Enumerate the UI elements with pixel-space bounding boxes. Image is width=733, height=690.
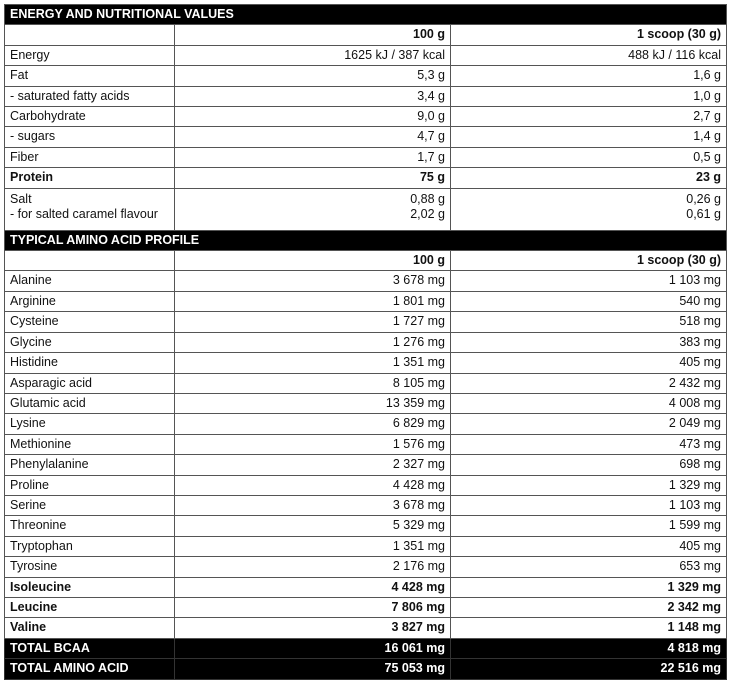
- amino-acid-per-scoop: 698 mg: [451, 455, 727, 475]
- amino-acid-per-scoop: 1 103 mg: [451, 495, 727, 515]
- amino-acid-per-scoop: 473 mg: [451, 434, 727, 454]
- nutrient-per-scoop: 1,4 g: [451, 127, 727, 147]
- amino-acid-row: [5, 455, 727, 475]
- amino-acid-per-scoop: 653 mg: [451, 557, 727, 577]
- amino-section-header: [5, 230, 727, 250]
- amino-acid-per-100g: 3 678 mg: [175, 495, 451, 515]
- total-row: [5, 659, 727, 679]
- amino-column-headers: [5, 251, 727, 271]
- amino-acid-per-scoop: 405 mg: [451, 536, 727, 556]
- nutrient-label: Protein: [5, 168, 175, 188]
- amino-acid-per-scoop: 540 mg: [451, 291, 727, 311]
- amino-acid-row: [5, 271, 727, 291]
- nutrient-per-100g: 1625 kJ / 387 kcal: [175, 45, 451, 65]
- nutrient-per-100g: 4,7 g: [175, 127, 451, 147]
- nutrient-row: [5, 107, 727, 127]
- amino-acid-row: [5, 577, 727, 597]
- amino-acid-per-100g: 5 329 mg: [175, 516, 451, 536]
- amino-acid-label: Alanine: [5, 271, 175, 291]
- amino-acid-per-100g: 1 576 mg: [175, 434, 451, 454]
- amino-acid-per-100g: 13 359 mg: [175, 393, 451, 413]
- nutrient-row: [5, 168, 727, 188]
- energy-column-headers: [5, 25, 727, 45]
- salt-per-100g: [175, 188, 451, 230]
- amino-acid-label: Threonine: [5, 516, 175, 536]
- amino-acid-per-scoop: 1 599 mg: [451, 516, 727, 536]
- nutrient-per-100g: 3,4 g: [175, 86, 451, 106]
- amino-acid-per-100g: 4 428 mg: [175, 577, 451, 597]
- amino-acid-per-100g: 1 276 mg: [175, 332, 451, 352]
- amino-acid-label: Cysteine: [5, 312, 175, 332]
- total-per-100g: 75 053 mg: [175, 659, 451, 679]
- nutrition-facts: [4, 4, 726, 680]
- nutrition-table: [4, 4, 727, 680]
- salt-per-100g-line-1: 0,88 g: [410, 191, 445, 206]
- amino-acid-per-100g: 8 105 mg: [175, 373, 451, 393]
- amino-acid-label: Proline: [5, 475, 175, 495]
- total-per-100g: 16 061 mg: [175, 638, 451, 658]
- nutrient-row: [5, 127, 727, 147]
- amino-acid-per-100g: 2 176 mg: [175, 557, 451, 577]
- amino-acid-row: [5, 516, 727, 536]
- amino-acid-label: Histidine: [5, 353, 175, 373]
- amino-acid-per-scoop: 383 mg: [451, 332, 727, 352]
- amino-acid-per-100g: 2 327 mg: [175, 455, 451, 475]
- amino-acid-label: Glycine: [5, 332, 175, 352]
- amino-acid-per-100g: 4 428 mg: [175, 475, 451, 495]
- nutrient-per-100g: 75 g: [175, 168, 451, 188]
- salt-per-scoop: [451, 188, 727, 230]
- amino-acid-per-scoop: 1 148 mg: [451, 618, 727, 638]
- nutrient-per-scoop: 1,6 g: [451, 66, 727, 86]
- amino-acid-per-scoop: 2 432 mg: [451, 373, 727, 393]
- salt-label-line-2: - for salted caramel flavour: [10, 206, 158, 221]
- amino-acid-row: [5, 557, 727, 577]
- amino-acid-row: [5, 597, 727, 617]
- amino-acid-per-scoop: 2 342 mg: [451, 597, 727, 617]
- nutrient-row: [5, 45, 727, 65]
- nutrient-per-scoop: 23 g: [451, 168, 727, 188]
- amino-acid-label: Phenylalanine: [5, 455, 175, 475]
- amino-acid-row: [5, 393, 727, 413]
- nutrient-per-scoop: 2,7 g: [451, 107, 727, 127]
- amino-acid-per-scoop: 4 008 mg: [451, 393, 727, 413]
- amino-acid-row: [5, 332, 727, 352]
- nutrient-per-scoop: 0,5 g: [451, 147, 727, 167]
- energy-header-100g: 100 g: [175, 25, 451, 45]
- amino-section-title: TYPICAL AMINO ACID PROFILE: [5, 230, 727, 250]
- amino-acid-per-100g: 7 806 mg: [175, 597, 451, 617]
- nutrient-label: Energy: [5, 45, 175, 65]
- salt-label: [5, 188, 175, 230]
- amino-acid-row: [5, 618, 727, 638]
- salt-per-scoop-line-2: 0,61 g: [686, 206, 722, 221]
- amino-acid-row: [5, 475, 727, 495]
- amino-acid-label: Tryptophan: [5, 536, 175, 556]
- nutrient-label: Fiber: [5, 147, 175, 167]
- amino-acid-per-100g: 1 351 mg: [175, 353, 451, 373]
- amino-acid-label: Asparagic acid: [5, 373, 175, 393]
- nutrition-table-body: [5, 5, 727, 680]
- total-label: TOTAL BCAA: [5, 638, 175, 658]
- amino-acid-per-scoop: 1 329 mg: [451, 577, 727, 597]
- nutrient-row: [5, 147, 727, 167]
- nutrient-row: [5, 66, 727, 86]
- amino-acid-label: Methionine: [5, 434, 175, 454]
- amino-acid-row: [5, 434, 727, 454]
- total-row: [5, 638, 727, 658]
- energy-header-scoop: 1 scoop (30 g): [451, 25, 727, 45]
- amino-acid-label: Serine: [5, 495, 175, 515]
- amino-acid-per-scoop: 1 329 mg: [451, 475, 727, 495]
- amino-acid-per-100g: 1 727 mg: [175, 312, 451, 332]
- amino-acid-label: Arginine: [5, 291, 175, 311]
- energy-section-header: [5, 5, 727, 25]
- amino-acid-label: Leucine: [5, 597, 175, 617]
- nutrient-per-100g: 9,0 g: [175, 107, 451, 127]
- amino-acid-per-scoop: 2 049 mg: [451, 414, 727, 434]
- salt-row: [5, 188, 727, 230]
- amino-acid-row: [5, 312, 727, 332]
- amino-acid-row: [5, 373, 727, 393]
- salt-per-100g-line-2: 2,02 g: [410, 206, 445, 221]
- total-label: TOTAL AMINO ACID: [5, 659, 175, 679]
- amino-acid-per-100g: 1 351 mg: [175, 536, 451, 556]
- amino-acid-row: [5, 495, 727, 515]
- total-per-scoop: 22 516 mg: [451, 659, 727, 679]
- nutrient-label: - saturated fatty acids: [5, 86, 175, 106]
- amino-acid-label: Tyrosine: [5, 557, 175, 577]
- amino-acid-row: [5, 353, 727, 373]
- amino-acid-per-scoop: 405 mg: [451, 353, 727, 373]
- amino-acid-per-100g: 1 801 mg: [175, 291, 451, 311]
- nutrient-per-scoop: 488 kJ / 116 kcal: [451, 45, 727, 65]
- energy-header-blank: [5, 25, 175, 45]
- nutrient-per-100g: 5,3 g: [175, 66, 451, 86]
- amino-acid-label: Isoleucine: [5, 577, 175, 597]
- amino-acid-label: Glutamic acid: [5, 393, 175, 413]
- nutrient-per-scoop: 1,0 g: [451, 86, 727, 106]
- nutrient-label: Fat: [5, 66, 175, 86]
- amino-acid-label: Valine: [5, 618, 175, 638]
- salt-label-line-1: Salt: [10, 191, 32, 206]
- amino-acid-per-100g: 3 678 mg: [175, 271, 451, 291]
- nutrient-row: [5, 86, 727, 106]
- amino-acid-label: Lysine: [5, 414, 175, 434]
- amino-acid-per-100g: 3 827 mg: [175, 618, 451, 638]
- amino-acid-row: [5, 291, 727, 311]
- amino-acid-row: [5, 536, 727, 556]
- amino-acid-row: [5, 414, 727, 434]
- amino-header-100g: 100 g: [175, 251, 451, 271]
- amino-header-scoop: 1 scoop (30 g): [451, 251, 727, 271]
- nutrient-per-100g: 1,7 g: [175, 147, 451, 167]
- amino-acid-per-100g: 6 829 mg: [175, 414, 451, 434]
- energy-section-title: ENERGY AND NUTRITIONAL VALUES: [5, 5, 727, 25]
- nutrient-label: Carbohydrate: [5, 107, 175, 127]
- amino-acid-per-scoop: 518 mg: [451, 312, 727, 332]
- amino-acid-per-scoop: 1 103 mg: [451, 271, 727, 291]
- salt-per-scoop-line-1: 0,26 g: [686, 191, 722, 206]
- total-per-scoop: 4 818 mg: [451, 638, 727, 658]
- nutrient-label: - sugars: [5, 127, 175, 147]
- amino-header-blank: [5, 251, 175, 271]
